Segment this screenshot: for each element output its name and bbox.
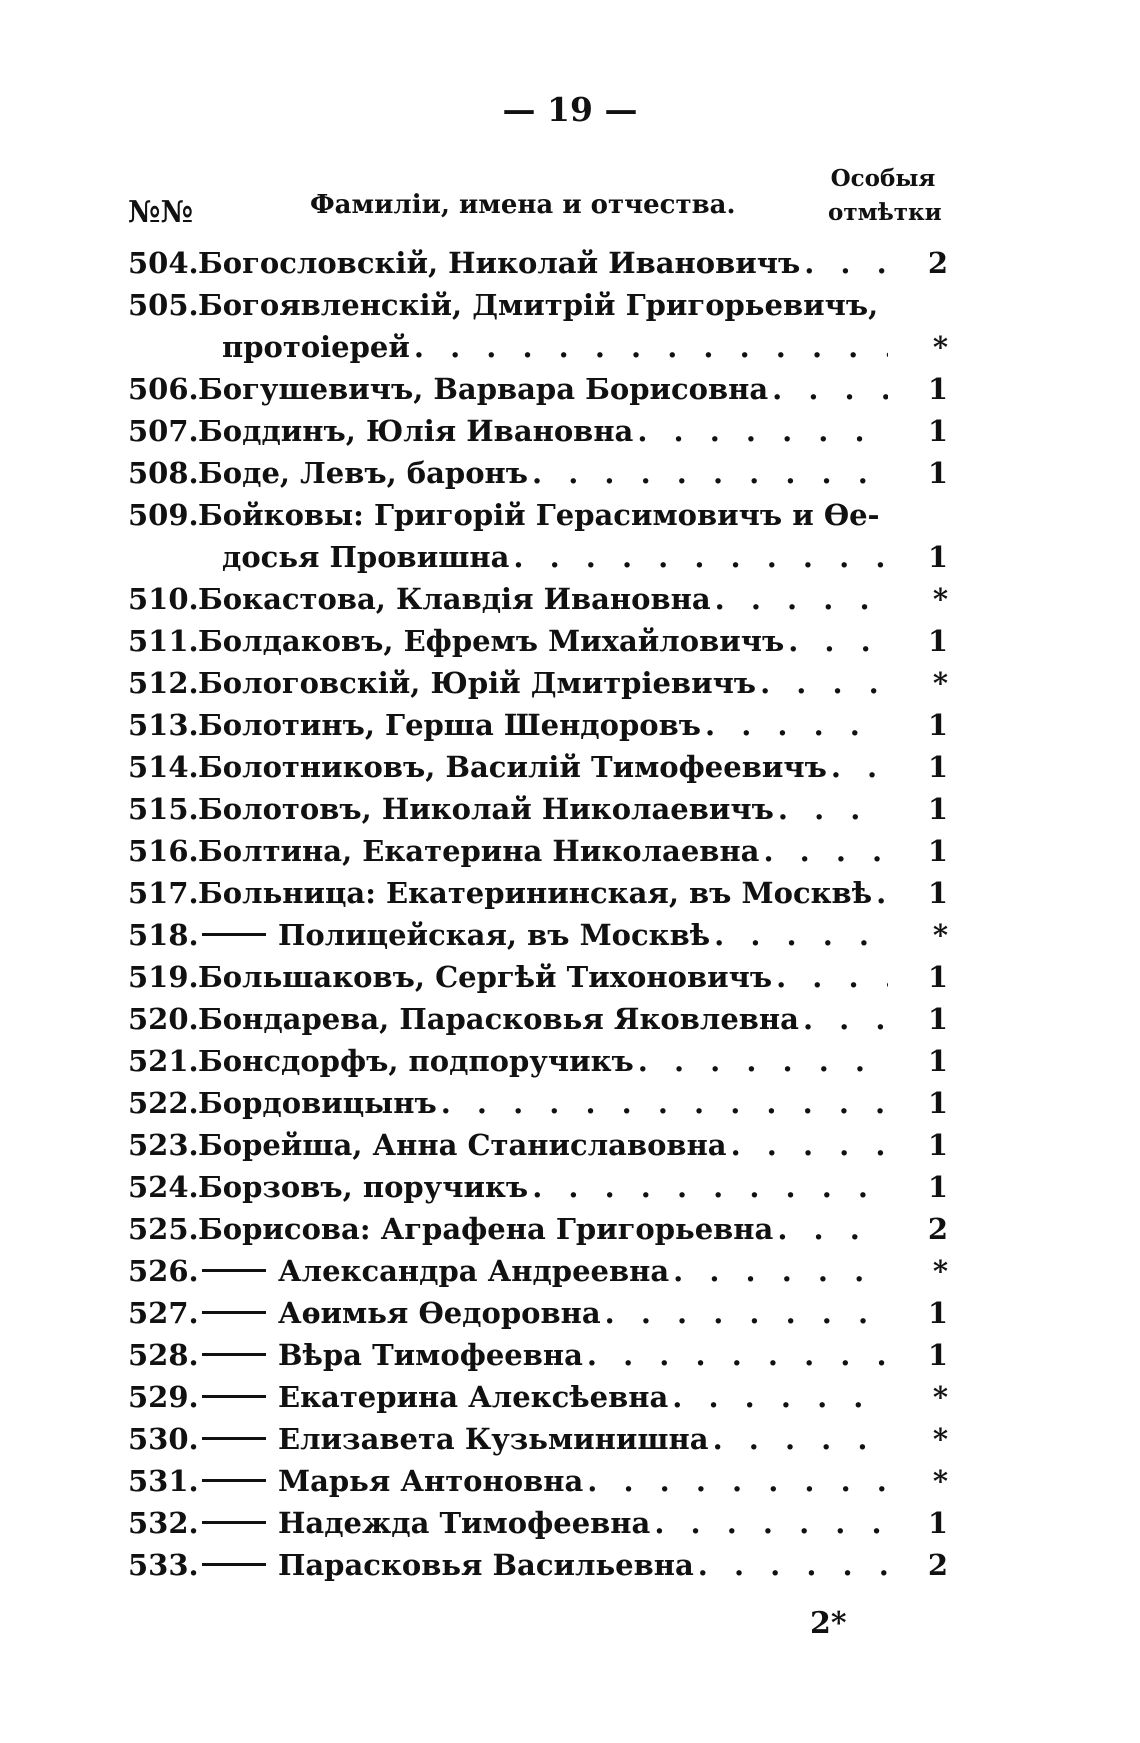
entry-line [128,876,948,918]
entry-body [198,246,888,280]
entry-line [128,1254,948,1296]
entry-list [128,246,948,1590]
entry-name: Бокастова, Клавдія Ивановна [198,582,711,616]
entry-body [198,1254,888,1288]
entry-number: 521. [128,1044,199,1078]
entry-name: Надежда Тимофеевна [278,1506,651,1540]
entry-name: Боде, Левъ, баронъ [198,456,529,490]
entry-number: 520. [128,1002,199,1036]
entry-name: Бойковы: Григорій Герасимовичъ и Ѳе- [198,498,880,532]
entry-body [198,1506,888,1540]
entry-body [198,1212,888,1246]
entry-name: Аѳимья Ѳедоровна [278,1296,601,1330]
entry-name: Болтина, Екатерина Николаевна [198,834,760,868]
entry-name: Боддинъ, Юлія Ивановна [198,414,634,448]
entry-mark: 1 [927,1128,948,1162]
entry-name: Марья Антоновна [278,1464,584,1498]
entry-mark: * [932,330,948,364]
entry-mark: 1 [927,624,948,658]
entry-name: Болотинъ, Герша Шендоровъ [198,708,701,742]
entry-body [198,750,888,784]
dot-leader [583,1464,888,1498]
entry-name: Александра Андреевна [278,1254,670,1288]
entry-body [198,288,888,322]
entry-body [198,372,888,406]
entry-body [198,960,888,994]
entry-line [128,1170,948,1212]
entry-line [128,834,948,876]
entry-mark: 1 [927,414,948,448]
entry-line [128,288,948,330]
entry-body [198,1338,888,1372]
entry-number: 515. [128,792,199,826]
entry-number: 517. [128,876,199,910]
notes-column-header [828,162,942,230]
dot-leader [773,1212,888,1246]
dot-leader [633,414,888,448]
entry-line [128,666,948,708]
dot-leader [756,666,888,700]
dot-leader [774,792,888,826]
entry-line [128,918,948,960]
entry-mark: * [932,1380,948,1414]
dot-leader [709,1422,888,1456]
dot-leader [872,876,888,910]
entry-name: Болотниковъ, Василій Тимофеевичъ [198,750,827,784]
entry-line [128,498,948,540]
entry-number: 511. [128,624,199,658]
dot-leader [711,582,888,616]
entry-name: Бологовскій, Юрій Дмитріевичъ [198,666,757,700]
ditto-dash [202,933,266,936]
entry-body [198,666,888,700]
signature-mark: 2* [810,1606,847,1641]
entry-number: 525. [128,1212,199,1246]
entry-line [128,1506,948,1548]
ditto-dash [202,1269,266,1272]
entry-number: 530. [128,1422,199,1456]
entry-body [198,414,888,448]
number-column-header: №№ [128,195,194,230]
dot-leader [601,1296,888,1330]
entry-name: Бордовицынъ [198,1086,437,1120]
entry-mark: 1 [927,834,948,868]
ditto-dash [202,1479,266,1482]
entry-body [198,330,888,364]
entry-number: 527. [128,1296,199,1330]
entry-number: 529. [128,1380,199,1414]
entry-number: 523. [128,1128,199,1162]
entry-line [128,1128,948,1170]
entry-line [128,750,948,792]
dot-leader [509,540,888,574]
entry-mark: 1 [927,708,948,742]
entry-name: Вѣра Тимофеевна [278,1338,583,1372]
entry-name: Болдаковъ, Ефремъ Михайловичъ [198,624,785,658]
entry-line [128,1338,948,1380]
entry-body [198,1296,888,1330]
entry-body [198,1002,888,1036]
entry-number: 528. [128,1338,199,1372]
entry-name: Елизавета Кузьминишна [278,1422,709,1456]
entry-line [128,1422,948,1464]
entry-name: досья Провишна [222,540,510,574]
dot-leader [768,372,888,406]
entry-name: Борейша, Анна Станиславовна [198,1128,727,1162]
entry-name: Большаковъ, Сергѣй Тихоновичъ [198,960,773,994]
dot-leader [799,1002,888,1036]
dot-leader [827,750,888,784]
entry-line [128,1296,948,1338]
entry-number: 532. [128,1506,199,1540]
entry-body [198,582,888,616]
entry-body [198,708,888,742]
dot-leader [668,1380,888,1414]
entry-number: 508. [128,456,199,490]
entry-number: 510. [128,582,199,616]
entry-number: 516. [128,834,199,868]
entry-name: Бонсдорфъ, подпоручикъ [198,1044,634,1078]
entry-line [128,1548,948,1590]
entry-mark: 2 [927,1548,948,1582]
entry-mark: 2 [927,246,948,280]
entry-line [128,960,948,1002]
entry-number: 533. [128,1548,199,1582]
entry-line [128,456,948,498]
entry-line [128,1002,948,1044]
entry-mark: 1 [927,456,948,490]
entry-name: Больница: Екатерининская, въ Москвѣ [198,876,873,910]
entry-name: Полицейская, въ Москвѣ [278,918,711,952]
entry-body [198,1128,888,1162]
entry-mark: 1 [927,540,948,574]
dot-leader [528,1170,888,1204]
dot-leader [650,1506,888,1540]
entry-number: 507. [128,414,199,448]
entry-body [198,540,888,574]
entry-mark: * [932,582,948,616]
entry-body [198,624,888,658]
entry-line [128,792,948,834]
notes-header-line1: Особыя [830,165,936,192]
dot-leader [759,834,888,868]
entry-name: Болотовъ, Николай Николаевичъ [198,792,774,826]
entry-line [128,708,948,750]
entry-line [128,1380,948,1422]
entry-name: Бондарева, Парасковья Яковлевна [198,1002,799,1036]
entry-mark: 1 [927,1044,948,1078]
entry-number: 518. [128,918,199,952]
ditto-dash [202,1437,266,1440]
notes-header-line2: отмѣтки [828,199,942,226]
entry-mark: 1 [927,1086,948,1120]
entry-name: Парасковья Васильевна [278,1548,694,1582]
ditto-dash [202,1311,266,1314]
entry-mark: * [932,1254,948,1288]
entry-body [198,1548,888,1582]
names-column-header: Фамиліи, имена и отчества. [310,190,736,220]
dot-leader [437,1086,888,1120]
dot-leader [410,330,888,364]
entry-line [128,624,948,666]
entry-line [128,1464,948,1506]
entry-line [128,246,948,288]
dot-leader [701,708,888,742]
entry-body [198,1170,888,1204]
entry-number: 504. [128,246,199,280]
entry-mark: 1 [927,1506,948,1540]
dot-leader [528,456,888,490]
ditto-dash [202,1521,266,1524]
entry-body [198,876,888,910]
entry-number: 506. [128,372,199,406]
dot-leader [727,1128,888,1162]
page-number: — 19 — [502,90,638,129]
entry-number: 513. [128,708,199,742]
entry-body [198,1044,888,1078]
entry-number: 514. [128,750,199,784]
entry-body [198,792,888,826]
entry-body [198,1086,888,1120]
dot-leader [784,624,888,658]
dot-leader [772,960,888,994]
entry-name: Богословскій, Николай Ивановичъ [198,246,801,280]
entry-name: протоіерей [222,330,410,364]
entry-mark: 1 [927,1002,948,1036]
entry-name: Борзовъ, поручикъ [198,1170,529,1204]
dot-leader [669,1254,888,1288]
entry-line [128,372,948,414]
entry-mark: * [932,666,948,700]
entry-mark: 1 [927,792,948,826]
entry-mark: 1 [927,750,948,784]
ditto-dash [202,1395,266,1398]
entry-body [198,1464,888,1498]
entry-number: 526. [128,1254,199,1288]
entry-body [198,498,888,532]
entry-mark: 2 [927,1212,948,1246]
entry-line [128,1086,948,1128]
entry-name: Богоявленскій, Дмитрій Григорьевичъ, [198,288,879,322]
entry-line [128,582,948,624]
entry-number: 509. [128,498,199,532]
entry-body [198,1380,888,1414]
entry-continuation-line [128,540,948,582]
ditto-dash [202,1353,266,1356]
entry-line [128,1044,948,1086]
ditto-dash [202,1563,266,1566]
dot-leader [694,1548,888,1582]
entry-mark: 1 [927,1338,948,1372]
entry-body [198,834,888,868]
entry-name: Екатерина Алексѣевна [278,1380,669,1414]
entry-number: 522. [128,1086,199,1120]
entry-name: Богушевичъ, Варвара Борисовна [198,372,769,406]
entry-number: 531. [128,1464,199,1498]
entry-mark: 1 [927,960,948,994]
dot-leader [800,246,888,280]
dot-leader [634,1044,888,1078]
dot-leader [583,1338,888,1372]
entry-number: 505. [128,288,199,322]
entry-number: 519. [128,960,199,994]
entry-line [128,414,948,456]
entry-mark: 1 [927,1170,948,1204]
entry-mark: 1 [927,876,948,910]
entry-mark: * [932,1464,948,1498]
entry-body [198,1422,888,1456]
entry-mark: 1 [927,1296,948,1330]
entry-mark: 1 [927,372,948,406]
entry-continuation-line [128,330,948,372]
entry-body [198,918,888,952]
entry-number: 512. [128,666,199,700]
entry-mark: * [932,918,948,952]
entry-number: 524. [128,1170,199,1204]
entry-body [198,456,888,490]
dot-leader [710,918,888,952]
entry-line [128,1212,948,1254]
entry-mark: * [932,1422,948,1456]
entry-name: Борисова: Аграфена Григорьевна [198,1212,774,1246]
